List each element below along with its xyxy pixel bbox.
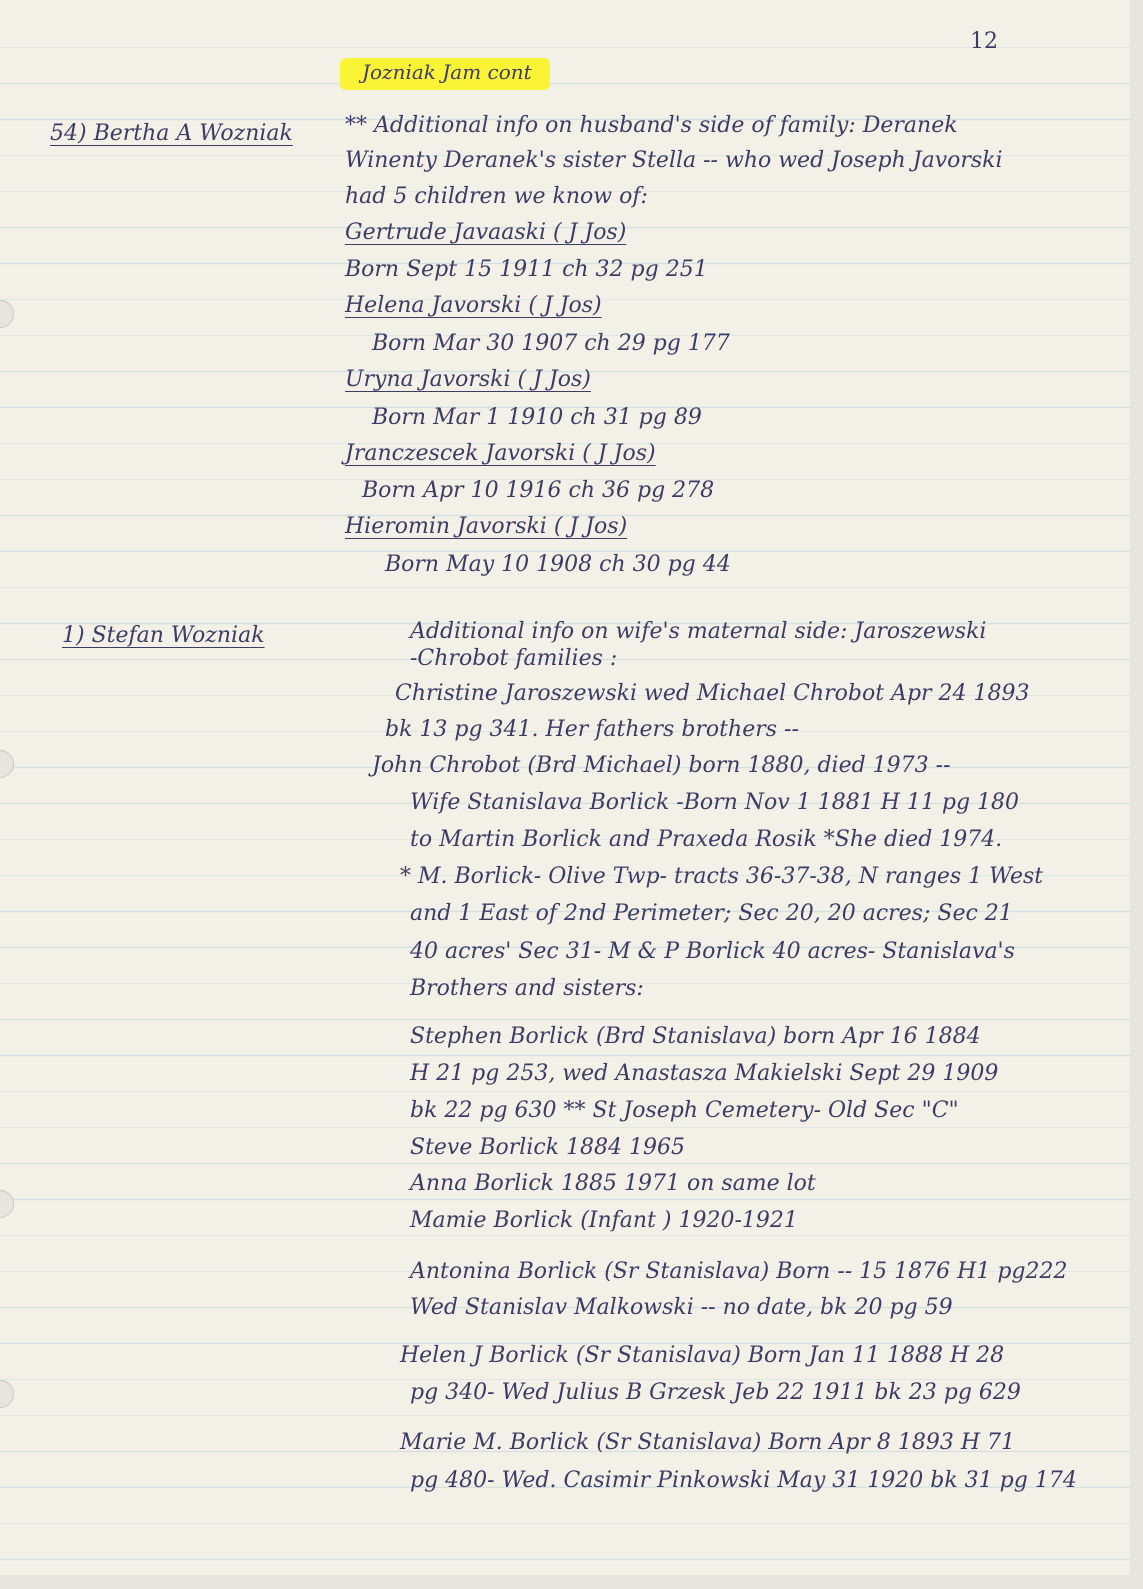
child-name: Uryna Javorski ( J Jos) — [345, 367, 591, 392]
punch-hole — [0, 1190, 14, 1218]
text-line: Wed Stanislav Malkowski -- no date, bk 20 pg 59 — [410, 1295, 953, 1320]
text-line: pg 340- Wed Julius B Grzesk Jeb 22 1911 bk 23 pg 629 — [410, 1380, 1021, 1405]
punch-hole — [0, 750, 14, 778]
text-line: Born Mar 30 1907 ch 29 pg 177 — [372, 331, 730, 356]
text-line: Steve Borlick 1884 1965 — [410, 1135, 685, 1160]
text-line: Born Apr 10 1916 ch 36 pg 278 — [362, 478, 715, 503]
text-line: Additional info on wife's maternal side: Jaroszewski — [410, 619, 987, 644]
child-name: Helena Javorski ( J Jos) — [345, 293, 602, 318]
text-line: * M. Borlick- Olive Twp- tracts 36-37-38, N ranges 1 West — [400, 864, 1044, 889]
text-line: John Chrobot (Brd Michael) born 1880, died 1973 -- — [372, 753, 951, 778]
text-line: bk 22 pg 630 ** St Joseph Cemetery- Old Sec "C" — [410, 1098, 959, 1123]
text-line: Antonina Borlick (Sr Stanislava) Born -- 15 1876 H1 pg222 — [410, 1259, 1068, 1284]
text-line: Brothers and sisters: — [410, 976, 644, 1001]
text-line: H 21 pg 253, wed Anastasza Makielski Sept 29 1909 — [410, 1061, 999, 1086]
child-name: Hieromin Javorski ( J Jos) — [345, 514, 628, 539]
entry-label: 1) Stefan Wozniak — [62, 623, 265, 648]
text-line: Wife Stanislava Borlick -Born Nov 1 1881 H 11 pg 180 — [410, 790, 1020, 815]
text-line: to Martin Borlick and Praxeda Rosik *She died 1974. — [410, 827, 1003, 852]
text-line: ** Additional info on husband's side of family: Deranek — [345, 113, 958, 138]
text-line: pg 480- Wed. Casimir Pinkowski May 31 1920 bk 31 pg 174 — [410, 1468, 1077, 1493]
text-line: Winenty Deranek's sister Stella -- who wed Joseph Javorski — [345, 148, 1003, 173]
text-line: Born Mar 1 1910 ch 31 pg 89 — [372, 405, 702, 430]
text-line: Christine Jaroszewski wed Michael Chrobot Apr 24 1893 — [395, 681, 1030, 706]
punch-hole — [0, 1380, 14, 1408]
text-line: had 5 children we know of: — [345, 184, 648, 209]
text-line: bk 13 pg 341. Her fathers brothers -- — [385, 717, 799, 742]
punch-hole — [0, 300, 14, 328]
entry-label: 54) Bertha A Wozniak — [50, 121, 293, 146]
text-line: Stephen Borlick (Brd Stanislava) born Apr 16 1884 — [410, 1024, 981, 1049]
text-line: Anna Borlick 1885 1971 on same lot — [410, 1171, 816, 1196]
text-line: and 1 East of 2nd Perimeter; Sec 20, 20 acres; Sec 21 — [410, 901, 1013, 926]
page-header: Jozniak Jam cont — [340, 58, 550, 86]
text-line: Born Sept 15 1911 ch 32 pg 251 — [345, 257, 708, 282]
text-line: 40 acres' Sec 31- M & P Borlick 40 acres- Stanislava's — [410, 939, 1015, 964]
text-line: -Chrobot families : — [410, 646, 618, 671]
text-line: Helen J Borlick (Sr Stanislava) Born Jan 11 1888 H 28 — [400, 1343, 1005, 1368]
page-number: 12 — [970, 29, 998, 54]
text-line: Mamie Borlick (Infant ) 1920-1921 — [410, 1208, 798, 1233]
child-name: Jranczescek Javorski ( J Jos) — [345, 441, 656, 466]
text-line: Marie M. Borlick (Sr Stanislava) Born Apr 8 1893 H 71 — [400, 1430, 1016, 1455]
text-line: Born May 10 1908 ch 30 pg 44 — [385, 552, 731, 577]
child-name: Gertrude Javaaski ( J Jos) — [345, 220, 627, 245]
